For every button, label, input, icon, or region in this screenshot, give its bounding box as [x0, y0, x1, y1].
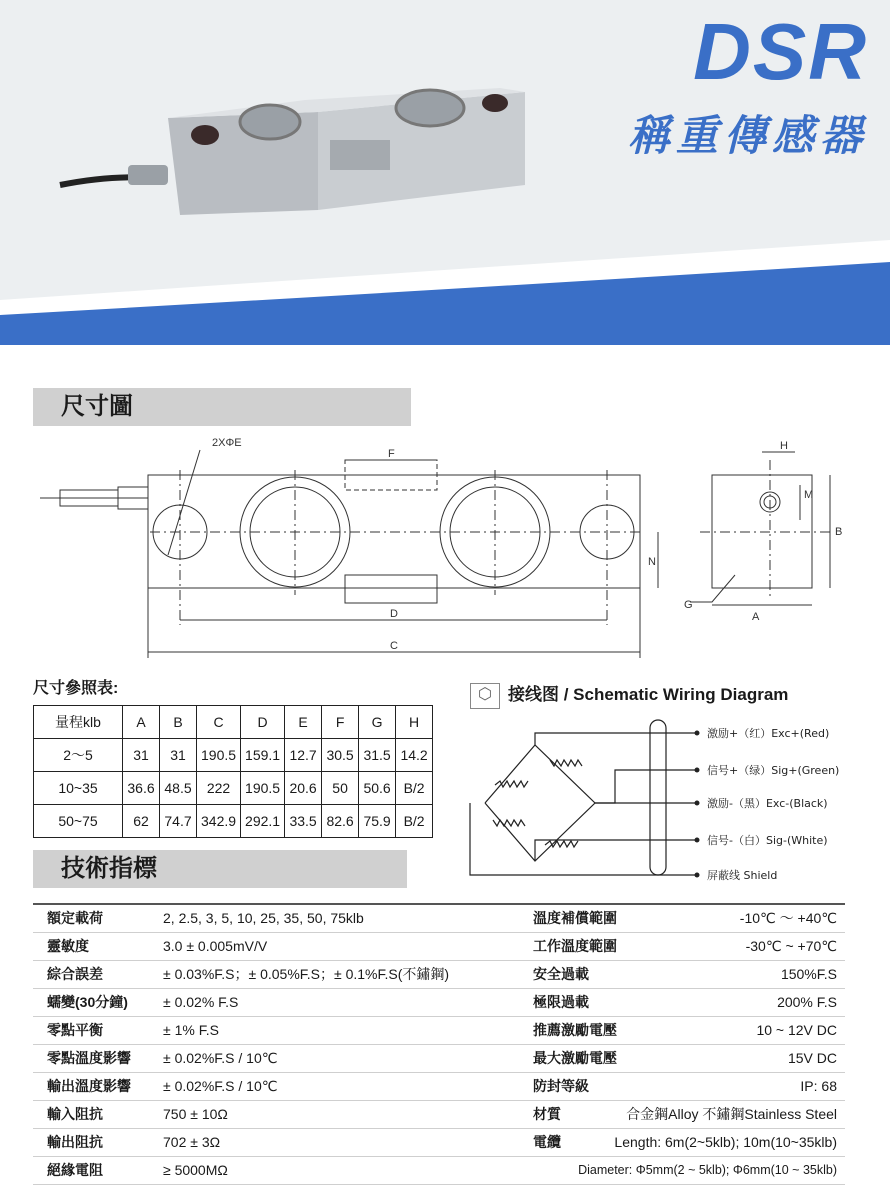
product-image	[60, 88, 525, 215]
spec-label: 溫度補償範圍	[533, 910, 617, 926]
label-B: B	[835, 526, 843, 538]
wiring-diagram	[465, 715, 885, 890]
spec-label: 極限過載	[533, 994, 589, 1010]
label-D: D	[390, 608, 398, 620]
spec-label: 電纜	[533, 1134, 561, 1150]
table-cell: 74.7	[160, 805, 197, 838]
table-cell: 50	[322, 772, 359, 805]
table-cell: 292.1	[241, 805, 285, 838]
spec-value: 3.0 ± 0.005mV/V	[163, 938, 268, 954]
table-row	[33, 933, 845, 961]
dimension-drawing	[0, 430, 890, 680]
spec-label: 材質	[533, 1106, 561, 1122]
dim-header-F: F	[322, 706, 359, 739]
table-cell: 75.9	[359, 805, 396, 838]
table-cell: 50.6	[359, 772, 396, 805]
brand-title: DSR	[693, 7, 868, 96]
wire-exc-plus: 激励+（红）Exc+(Red)	[707, 727, 830, 740]
table-cell: 31.5	[359, 739, 396, 772]
table-row	[33, 961, 845, 989]
table-cell: 190.5	[197, 739, 241, 772]
spec-label: 零點溫度影響	[47, 1050, 131, 1066]
table-cell: 50~75	[34, 805, 123, 838]
table-row	[33, 1045, 845, 1073]
dimension-section-title: 尺寸圖	[33, 388, 411, 426]
label-N: N	[648, 556, 656, 568]
table-row	[33, 1017, 845, 1045]
label-G: G	[684, 599, 693, 611]
dim-header-C: C	[197, 706, 241, 739]
table-cell: 33.5	[285, 805, 322, 838]
table-cell: 12.7	[285, 739, 322, 772]
label-hole: 2XΦE	[212, 437, 242, 449]
spec-label: 輸出阻抗	[47, 1134, 103, 1150]
spec-value: Diameter: Φ5mm(2 ~ 5klb); Φ6mm(10 ~ 35klb)	[578, 1163, 837, 1177]
label-F: F	[388, 448, 395, 460]
spec-value: ± 0.02% F.S	[163, 994, 239, 1010]
spec-value: 2, 2.5, 3, 5, 10, 25, 35, 50, 75klb	[163, 910, 364, 926]
spec-label: 靈敏度	[47, 938, 89, 954]
spec-label: 額定載荷	[47, 910, 103, 926]
table-row	[33, 1129, 845, 1157]
dim-header-H: H	[396, 706, 433, 739]
spec-label: 蠕變(30分鐘)	[47, 994, 128, 1010]
dim-header-G: G	[359, 706, 396, 739]
spec-label: 防封等級	[533, 1078, 589, 1094]
label-A: A	[752, 611, 760, 623]
spec-label: 綜合誤差	[47, 966, 103, 982]
spec-label: 工作溫度範圍	[533, 938, 617, 954]
spec-label: 輸入阻抗	[47, 1106, 103, 1122]
table-cell: 62	[123, 805, 160, 838]
table-cell: 10~35	[34, 772, 123, 805]
header-banner	[0, 0, 890, 345]
table-row	[34, 739, 433, 772]
spec-value: ± 0.02%F.S / 10℃	[163, 1050, 278, 1066]
spec-value: ± 1% F.S	[163, 1022, 219, 1038]
label-C: C	[390, 640, 398, 652]
table-cell: 31	[160, 739, 197, 772]
dim-table-header	[34, 706, 433, 739]
wiring-title-text: 接线图 / Schematic Wiring Diagram	[508, 685, 789, 704]
spec-label: 推薦激勵電壓	[533, 1022, 617, 1038]
table-cell: 222	[197, 772, 241, 805]
wiring-diagram-icon: ⬡	[470, 683, 500, 709]
table-cell: 30.5	[322, 739, 359, 772]
spec-value: 702 ± 3Ω	[163, 1134, 221, 1150]
label-M: M	[804, 489, 814, 501]
spec-value: 750 ± 10Ω	[163, 1106, 228, 1122]
table-cell: 342.9	[197, 805, 241, 838]
table-cell: 82.6	[322, 805, 359, 838]
wire-sig-plus: 信号+（绿）Sig+(Green)	[707, 764, 840, 777]
wire-shield: 屏蔽线 Shield	[707, 869, 778, 882]
table-cell: B/2	[396, 805, 433, 838]
spec-value: 150%F.S	[780, 966, 837, 982]
dim-header-range: 量程klb	[34, 706, 123, 739]
spec-section-title: 技術指標	[33, 850, 407, 888]
dim-header-A: A	[123, 706, 160, 739]
spec-label: 輸出溫度影響	[47, 1078, 131, 1094]
table-cell: 36.6	[123, 772, 160, 805]
table-row	[34, 772, 433, 805]
spec-value: IP: 68	[800, 1078, 837, 1094]
dim-header-D: D	[241, 706, 285, 739]
table-row	[33, 903, 845, 933]
spec-label: 零點平衡	[47, 1022, 103, 1038]
dimension-table	[33, 705, 433, 838]
table-cell: 31	[123, 739, 160, 772]
table-cell: 159.1	[241, 739, 285, 772]
table-cell: 2～5	[34, 739, 123, 772]
spec-value: ≥ 5000MΩ	[163, 1162, 228, 1178]
dim-header-E: E	[285, 706, 322, 739]
spec-value: -30℃ ~ +70℃	[745, 938, 837, 954]
spec-label: 安全過載	[533, 966, 589, 982]
spec-value: -10℃ ～ +40℃	[739, 910, 837, 926]
spec-label: 絕緣電阻	[47, 1162, 103, 1178]
table-row	[33, 989, 845, 1017]
spec-value: 10 ~ 12V DC	[756, 1022, 837, 1038]
spec-value: 合金鋼Alloy 不鏽鋼Stainless Steel	[626, 1106, 837, 1122]
wire-sig-minus: 信号-（白）Sig-(White)	[707, 834, 828, 847]
table-row	[33, 1073, 845, 1101]
brand-subtitle: 稱重傳感器	[627, 112, 868, 159]
table-cell: 14.2	[396, 739, 433, 772]
wiring-title	[470, 680, 788, 710]
wire-exc-minus: 激励-（黑）Exc-(Black)	[707, 797, 828, 810]
spec-label: 最大激勵電壓	[533, 1050, 617, 1066]
label-H: H	[780, 440, 788, 452]
spec-value: ± 0.02%F.S / 10℃	[163, 1078, 278, 1094]
table-cell: 190.5	[241, 772, 285, 805]
spec-value: ± 0.03%F.S；± 0.05%F.S；± 0.1%F.S(不鏽鋼)	[163, 966, 450, 982]
table-cell: 48.5	[160, 772, 197, 805]
table-row	[33, 1157, 845, 1185]
table-row	[33, 1101, 845, 1129]
dim-header-B: B	[160, 706, 197, 739]
table-cell: 20.6	[285, 772, 322, 805]
spec-table	[33, 903, 845, 1185]
spec-value: Length: 6m(2~5klb); 10m(10~35klb)	[614, 1134, 837, 1150]
table-cell: B/2	[396, 772, 433, 805]
spec-value: 200% F.S	[777, 994, 837, 1010]
dim-table-title: 尺寸參照表:	[33, 680, 119, 697]
spec-value: 15V DC	[787, 1050, 837, 1066]
table-row	[34, 805, 433, 838]
